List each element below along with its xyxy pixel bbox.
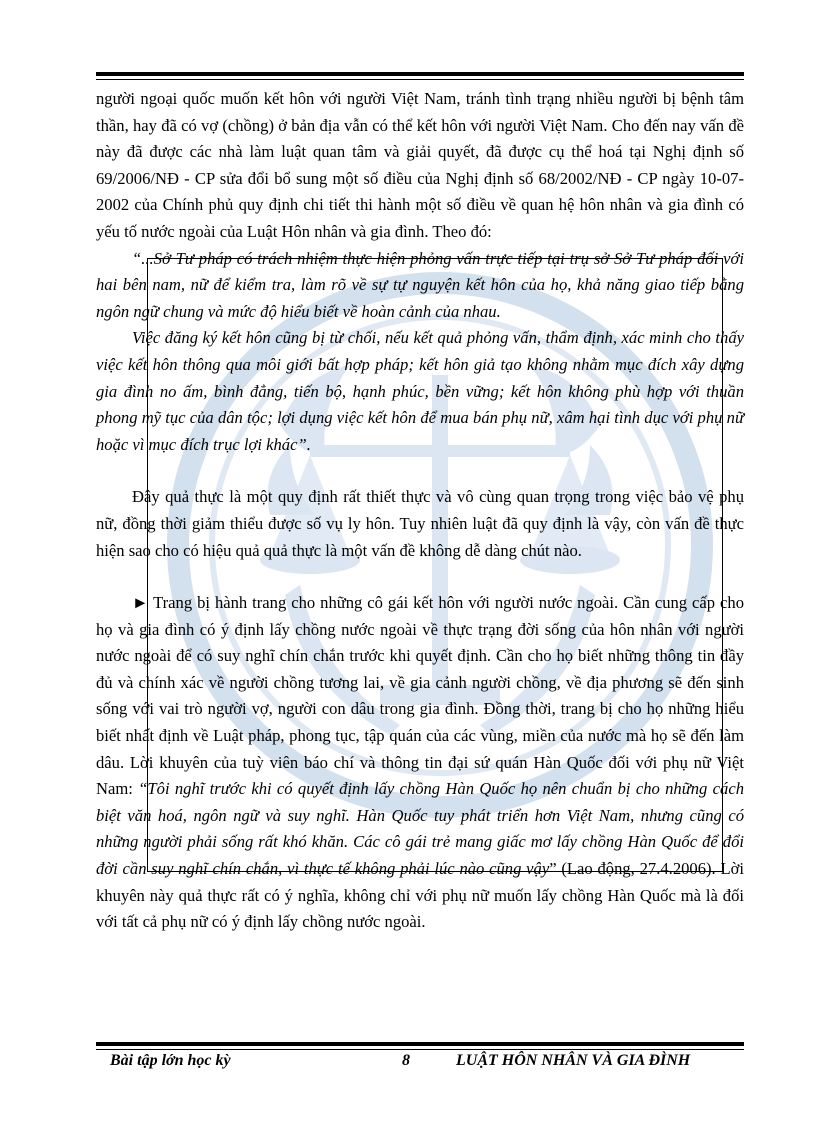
- quote-paragraph: Việc đăng ký kết hôn cũng bị từ chối, nếu kết quả phỏng vấn, thẩm định, xác minh cho thấy việc kết hôn thông qua môi giới bất hợp pháp; kết hôn giả tạo không nhằm mục đích xây dựng gia đình no ấm, bình đẳng, tiến bộ, hạnh phúc, bền vững; kết hôn không phù hợp với thuần phong mỹ tục của dân tộc; lợi dụng việc kết hôn để mua bán phụ nữ, xâm hại tình dục với phụ nữ hoặc vì mục đích trục lợi khác”.: [96, 328, 744, 454]
- header-rule-thin: [96, 79, 744, 80]
- footer-left: Bài tập lớn học kỳ: [110, 1052, 231, 1069]
- body-text: [96, 86, 744, 936]
- header-rule-thick: [96, 72, 744, 76]
- quoted-advice: “Tôi nghĩ trước khi có quyết định lấy chồng Hàn Quốc họ nên chuẩn bị cho những cách biệt văn hoá, ngôn ngữ và suy nghĩ. Hàn Quốc tuy phát triển hơn Việt Nam, nhưng cũng có những người phải sống rất khó khăn. Các cô gái trẻ mang giấc mơ lấy chồng Hàn Quốc để đổi đời cần suy nghĩ chín chắn, vì thực tế không phải lúc nào cũng vậy: [96, 779, 744, 879]
- bullet-arrow-icon: ►: [132, 593, 149, 613]
- footer-rule-thick: [96, 1042, 744, 1046]
- paragraph: [96, 590, 744, 936]
- paragraph: người ngoại quốc muốn kết hôn với người Việt Nam, tránh tình trạng nhiều người bị bệnh tâm thần, hay đã có vợ (chồng) ở bản địa vẫn có thể kết hôn với người Việt Nam. Cho đến nay vấn đề này đã được các nhà làm luật quan tâm và giải quyết, đã được cụ thể hoá tại Nghị định số 69/2006/NĐ - CP sửa đổi bổ sung một số điều của Nghị định số 68/2002/NĐ - CP ngày 10-07-2002 của Chính phủ quy định chi tiết thi hành một số điều về quan hệ hôn nhân và gia đình có yếu tố nước ngoài của Luật Hôn nhân và gia đình. Theo đó:: [96, 89, 744, 241]
- quote-paragraph: “...Sở Tư pháp có trách nhiệm thực hiện phỏng vấn trực tiếp tại trụ sở Sở Tư pháp đối với hai bên nam, nữ để kiểm tra, làm rõ về sự tự nguyện kết hôn của họ, khả năng giao tiếp bằng ngôn ngữ chung và mức độ hiểu biết về hoàn cảnh của nhau.: [96, 248, 744, 321]
- paragraph-tail: ” (Lao động, 27.4.2006). Lời khuyên này quả thực rất có ý nghĩa, không chỉ với phụ nữ muốn lấy chồng Hàn Quốc mà là đối với tất cả phụ nữ có ý định lấy chồng nước ngoài.: [96, 859, 744, 932]
- footer-rule-thin: [96, 1049, 744, 1050]
- page-number: 8: [402, 1052, 410, 1069]
- paragraph-text: Trang bị hành trang cho những cô gái kết hôn với người nước ngoài. Cần cung cấp cho họ và gia đình có ý định lấy chồng nước ngoài về thực trạng đời sống của hôn nhân với người nước ngoài để có suy nghĩ chín chắn trước khi quyết định. Cần cho họ biết những thông tin đầy đủ và chính xác về người chồng tương lai, về gia cảnh người chồng, về địa phương sẽ đến sinh sống với vai trò người vợ, người con dâu trong gia đình. Đồng thời, trang bị cho họ những hiểu biết nhất định về Luật pháp, phong tục, tập quán của các vùng, miền của nước mà họ sẽ đến làm dâu. Lời khuyên của tuỳ viên báo chí và thông tin đại sứ quán Hàn Quốc đối với phụ nữ Việt Nam:: [96, 593, 744, 799]
- page-footer: [96, 1052, 744, 1076]
- paragraph: Đây quả thực là một quy định rất thiết thực và vô cùng quan trọng trong việc bảo vệ phụ nữ, đồng thời giảm thiểu được số vụ ly hôn. Tuy nhiên luật đã quy định là vậy, còn vấn đề thực hiện sao cho có hiệu quả quả thực là một vấn đề không dễ dàng chút nào.: [96, 487, 744, 560]
- footer-right: LUẬT HÔN NHÂN VÀ GIA ĐÌNH: [456, 1052, 691, 1069]
